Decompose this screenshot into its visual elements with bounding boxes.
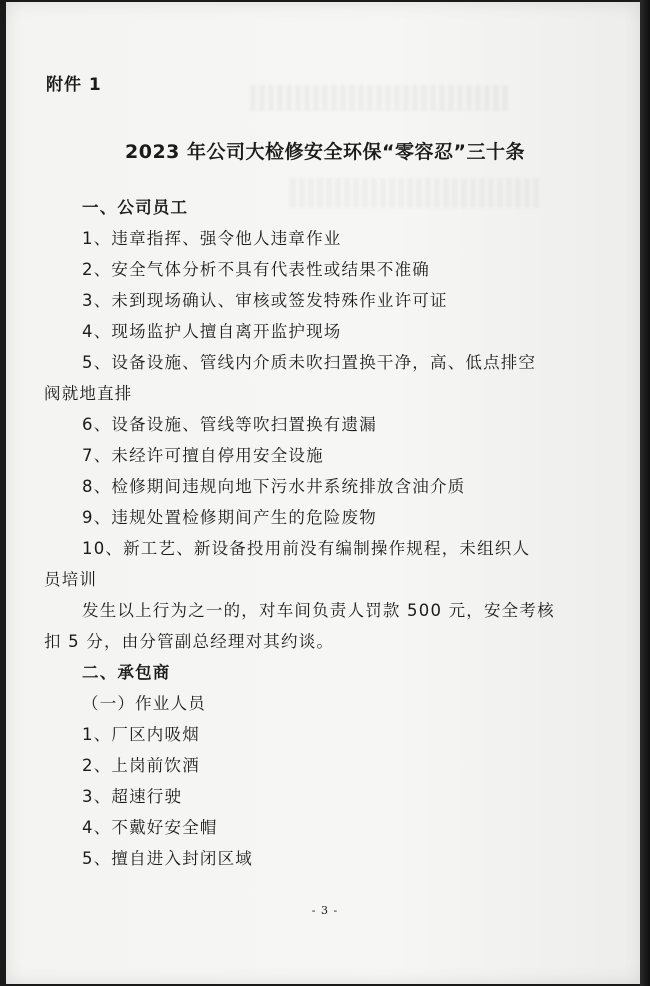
section-heading-employees: 一、公司员工 (82, 198, 189, 217)
list-item: 1、违章指挥、强令他人违章作业 (82, 229, 342, 248)
list-item-continuation: 员培训 (44, 570, 98, 589)
document-title: 2023 年公司大检修安全环保“零容忍”三十条 (125, 141, 525, 163)
list-item: 6、设备设施、管线等吹扫置换有遗漏 (82, 415, 377, 434)
list-item-continuation: 阀就地直排 (44, 384, 133, 403)
list-item: 3、超速行驶 (82, 787, 183, 806)
list-item: 10、新工艺、新设备投用前没有编制操作规程，未组织人 (82, 539, 531, 558)
list-item: 2、上岗前饮酒 (82, 756, 200, 775)
list-item: 5、设备设施、管线内介质未吹扫置换干净，高、低点排空 (82, 353, 537, 372)
list-item: 5、擅自进入封闭区域 (82, 849, 253, 868)
list-item: 3、未到现场确认、审核或签发特殊作业许可证 (82, 291, 448, 310)
list-item: 1、厂区内吸烟 (82, 725, 200, 744)
section-heading-contractors: 二、承包商 (82, 663, 171, 682)
list-item: 8、检修期间违规向地下污水井系统排放含油介质 (82, 477, 466, 496)
page-number: - 3 - (311, 904, 339, 917)
list-item: 2、安全气体分析不具有代表性或结果不准确 (82, 260, 430, 279)
subsection-heading: （一）作业人员 (82, 694, 206, 713)
list-item: 4、现场监护人擅自离开监护现场 (82, 322, 342, 341)
list-item: 4、不戴好安全帽 (82, 818, 218, 837)
penalty-paragraph: 发生以上行为之一的，对车间负责人罚款 500 元，安全考核 (82, 601, 555, 620)
list-item: 7、未经许可擅自停用安全设施 (82, 446, 324, 465)
penalty-paragraph-continuation: 扣 5 分，由分管副总经理对其约谈。 (44, 632, 335, 651)
document-body (44, 192, 574, 874)
annex-label: 附件 1 (46, 75, 102, 95)
list-item: 9、违规处置检修期间产生的危险废物 (82, 508, 377, 527)
